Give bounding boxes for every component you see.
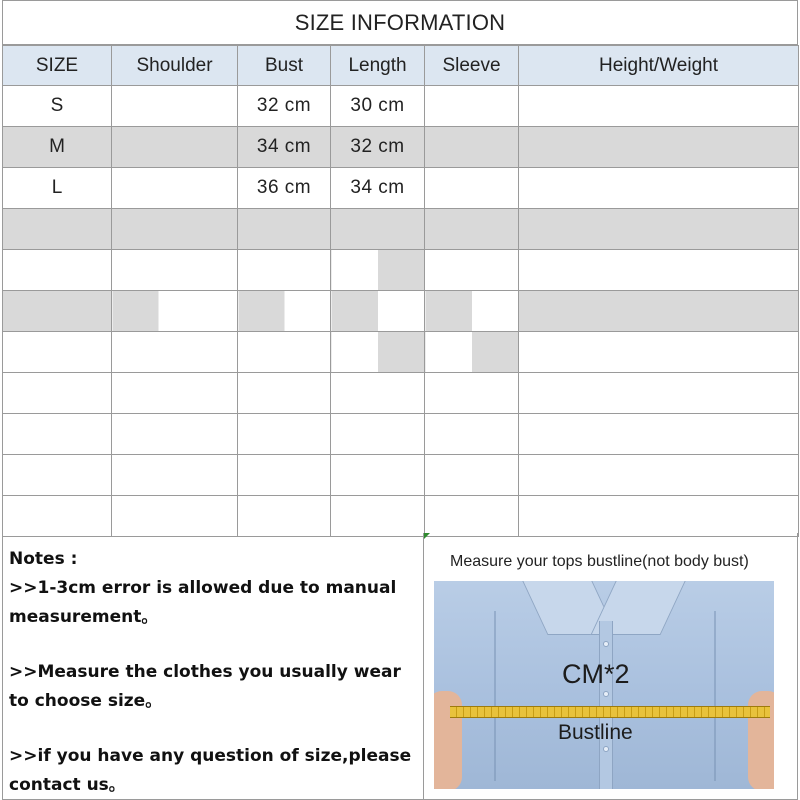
- height-weight-cell: [519, 168, 799, 209]
- bust-cell: 36 cm: [238, 168, 331, 209]
- shoulder-cell: [112, 168, 238, 209]
- notes-heading: Notes :: [9, 549, 78, 569]
- table-row-empty: [3, 209, 799, 250]
- shirt-button-icon: [603, 691, 609, 697]
- table-row: [3, 168, 799, 209]
- table-row-empty: [3, 496, 799, 537]
- table-row-empty: [3, 250, 799, 291]
- table-row-empty: [3, 373, 799, 414]
- table-row: [3, 86, 799, 127]
- note-error-allowance: >>1-3cm error is allowed due to manual measurement。: [9, 578, 397, 627]
- header-size: SIZE: [3, 46, 112, 86]
- shirt-button-icon: [603, 641, 609, 647]
- sleeve-cell: [425, 168, 519, 209]
- shoulder-cell: [112, 127, 238, 168]
- header-length: Length: [331, 46, 425, 86]
- height-weight-cell: [519, 127, 799, 168]
- page-title: SIZE INFORMATION: [2, 0, 798, 45]
- table-row-empty: [3, 414, 799, 455]
- size-cell: M: [3, 127, 112, 168]
- measure-caption: Measure your tops bustline(not body bust): [450, 553, 749, 570]
- formula-label: CM*2: [562, 659, 630, 689]
- bust-cell: 32 cm: [238, 86, 331, 127]
- bustline-label: Bustline: [558, 721, 633, 744]
- sleeve-cell: [425, 86, 519, 127]
- length-cell: 30 cm: [331, 86, 425, 127]
- length-cell: 32 cm: [331, 127, 425, 168]
- header-bust: Bust: [238, 46, 331, 86]
- table-row-empty: [3, 455, 799, 496]
- header-sleeve: Sleeve: [425, 46, 519, 86]
- notes-panel: [2, 533, 424, 800]
- size-table: [2, 45, 799, 537]
- size-cell: S: [3, 86, 112, 127]
- note-contact-us: >>if you have any question of size,please contact us。: [9, 746, 412, 795]
- measuring-tape: [450, 706, 770, 718]
- table-row: [3, 127, 799, 168]
- table-row-empty: [3, 291, 799, 332]
- length-cell: 34 cm: [331, 168, 425, 209]
- shirt-crease: [494, 611, 496, 781]
- shirt-crease: [714, 611, 716, 781]
- header-shoulder: Shoulder: [112, 46, 238, 86]
- note-measure-clothes: >>Measure the clothes you usually wear to choose size。: [9, 662, 401, 711]
- table-row-empty: [3, 332, 799, 373]
- table-header-row: [3, 46, 799, 86]
- size-cell: L: [3, 168, 112, 209]
- shirt-button-icon: [603, 746, 609, 752]
- header-height-weight: Height/Weight: [519, 46, 799, 86]
- shoulder-cell: [112, 86, 238, 127]
- height-weight-cell: [519, 86, 799, 127]
- measure-panel: [424, 533, 798, 800]
- bust-cell: 34 cm: [238, 127, 331, 168]
- sleeve-cell: [425, 127, 519, 168]
- shirt-bustline-photo: [434, 581, 774, 789]
